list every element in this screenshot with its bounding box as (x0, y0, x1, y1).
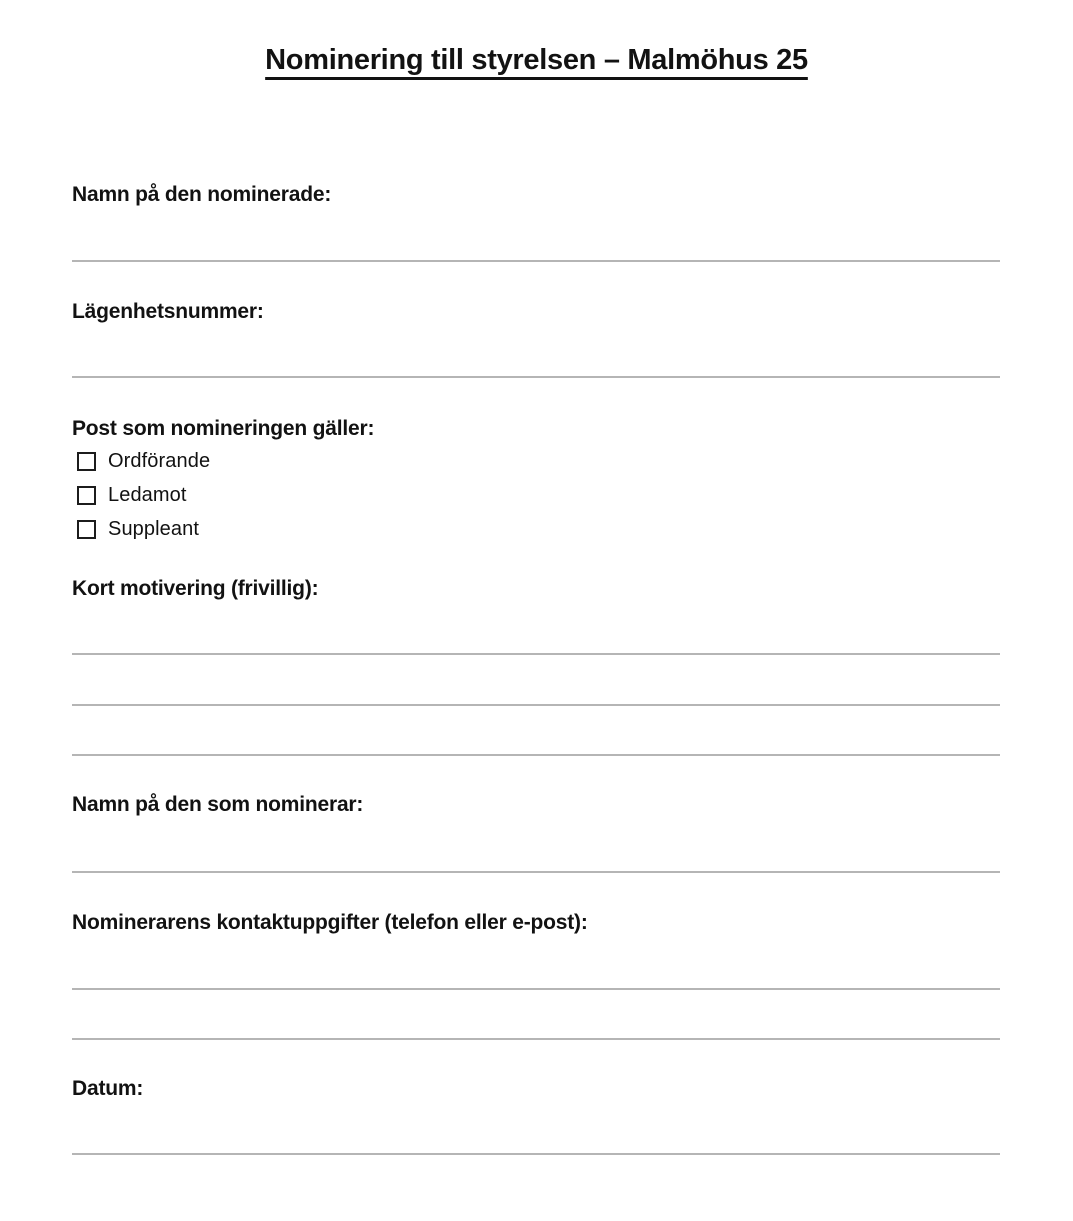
apartment-number-label: Lägenhetsnummer: (72, 300, 264, 323)
motivation-label: Kort motivering (frivillig): (72, 577, 319, 600)
page-title: Nominering till styrelsen – Malmöhus 25 (265, 44, 808, 76)
checkbox-icon[interactable] (77, 452, 96, 471)
date-label: Datum: (72, 1077, 144, 1100)
nominator-contact-write-line[interactable] (72, 1038, 1000, 1040)
nominator-contact-write-line[interactable] (72, 988, 1000, 990)
motivation-write-line[interactable] (72, 754, 1000, 756)
checkbox-label: Ordförande (108, 450, 211, 472)
nominator-name-write-line[interactable] (72, 871, 1000, 873)
position-label: Post som nomineringen gäller: (72, 417, 375, 440)
position-option-ledamot[interactable] (77, 484, 187, 507)
checkbox-label: Suppleant (108, 518, 199, 540)
motivation-write-line[interactable] (72, 704, 1000, 706)
nominator-contact-label: Nominerarens kontaktuppgifter (telefon eller e-post): (72, 911, 588, 934)
checkbox-icon[interactable] (77, 520, 96, 539)
apartment-number-write-line[interactable] (72, 376, 1000, 378)
date-write-line[interactable] (72, 1153, 1000, 1155)
nominee-name-write-line[interactable] (72, 260, 1000, 262)
position-option-ordforande[interactable] (77, 450, 210, 473)
nominator-name-label: Namn på den som nominerar: (72, 793, 364, 816)
motivation-write-line[interactable] (72, 653, 1000, 655)
checkbox-icon[interactable] (77, 486, 96, 505)
checkbox-label: Ledamot (108, 484, 187, 506)
nominee-name-label: Namn på den nominerade: (72, 183, 332, 206)
position-option-suppleant[interactable] (77, 518, 199, 541)
